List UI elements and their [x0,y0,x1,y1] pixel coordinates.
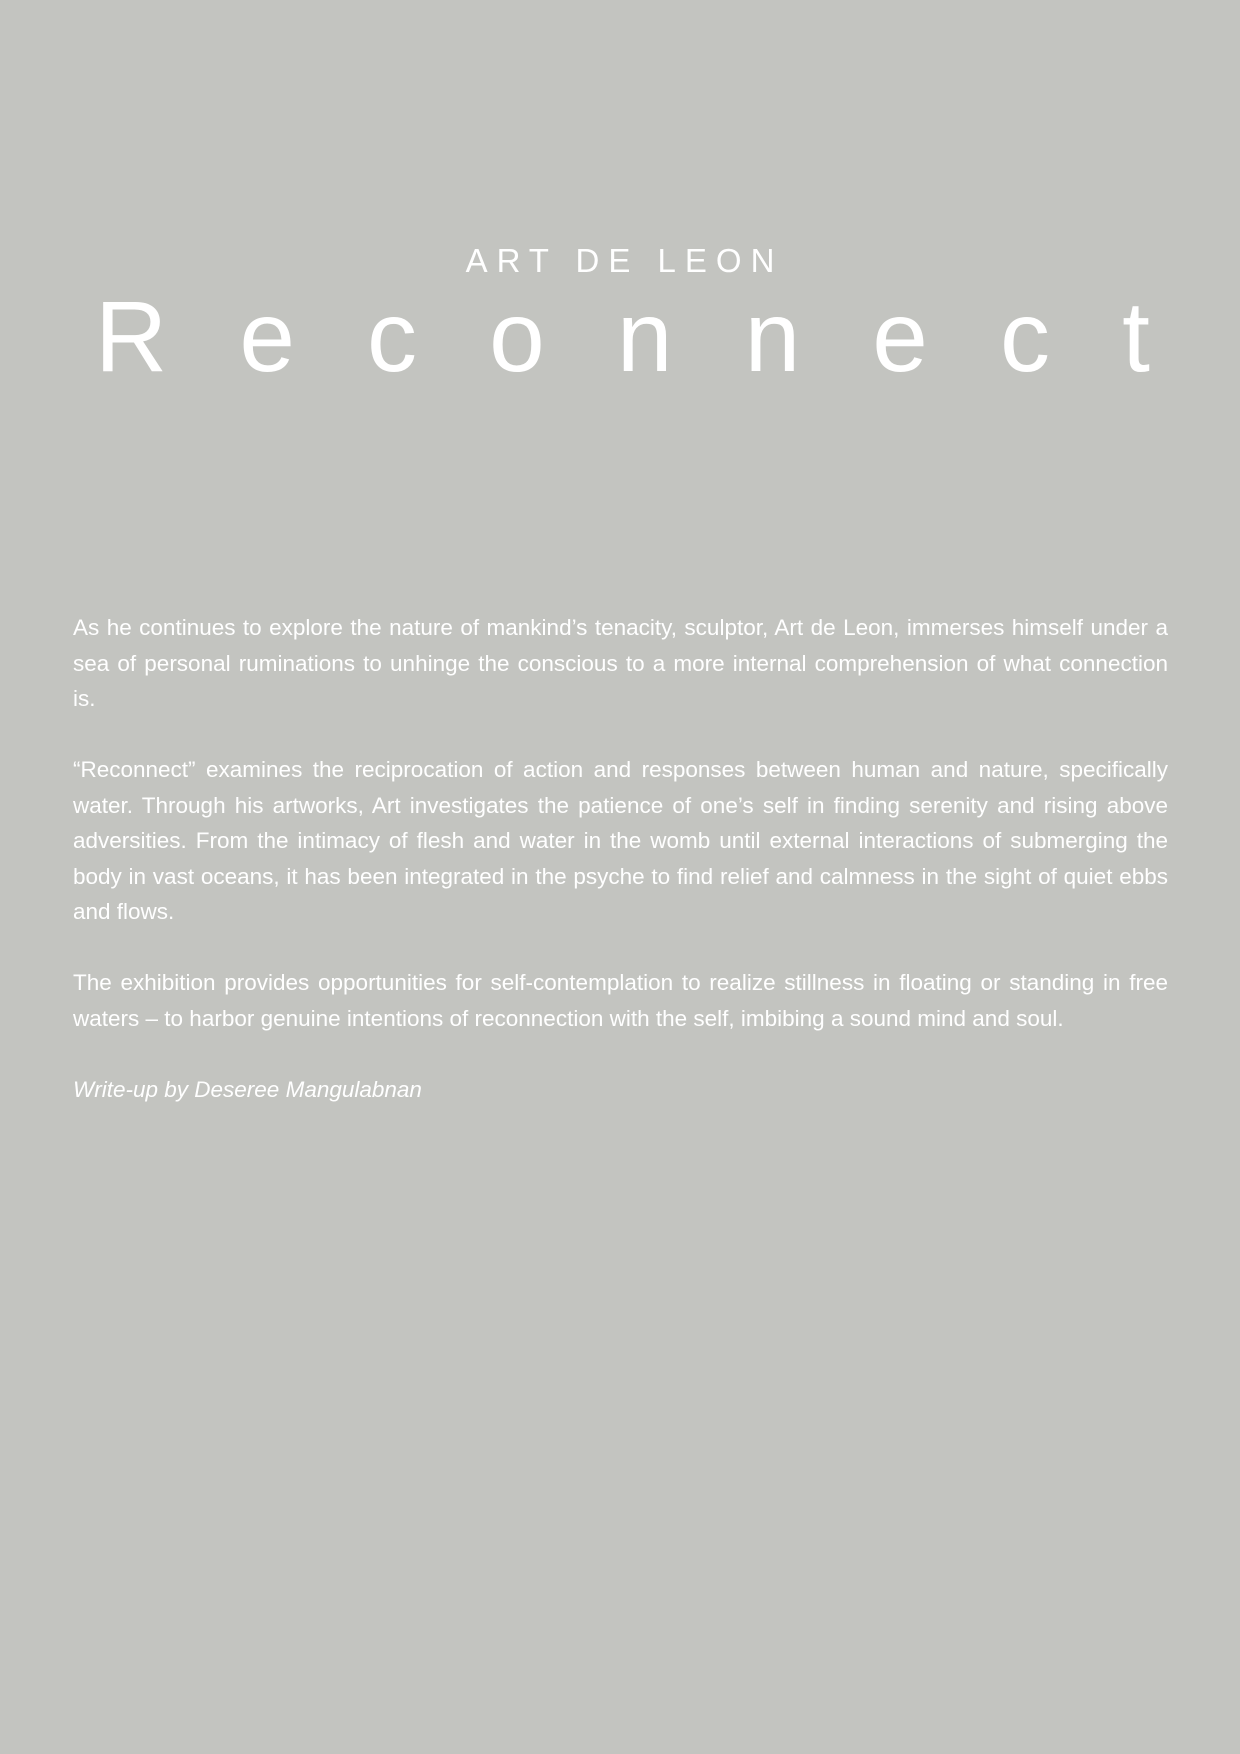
title-letter: R [95,281,168,393]
title-letter: t [1122,281,1150,393]
title-letter: c [367,281,418,393]
paragraph-exhibition: The exhibition provides opportunities for self-contemplation to realize stillness in floating or standing in free waters – to harbor genuine intentions of reconnection with the self, imbibing a sound mind and soul. [73,970,1168,1031]
exhibition-title [95,282,1150,392]
title-letter: e [239,281,295,393]
title-letter: n [616,281,673,393]
exhibition-writeup [73,610,1168,1143]
paragraph-intro: As he continues to explore the nature of mankind’s tenacity, sculptor, Art de Leon, immerses himself under a sea of personal ruminations to unhinge the conscious to a more internal comprehension of what connection is. [73,615,1168,711]
paragraph-reconnect: “Reconnect” examines the reciprocation of action and responses between human and nature, specifically water. Through his artworks, Art investigates the patience of one’s self in finding serenity and rising above adversities. From the intimacy of flesh and water in the womb until external interactions of submerging the body in vast oceans, it has been integrated in the psyche to find relief and calmness in the sight of quiet ebbs and flows. [73,757,1168,924]
title-letter: c [1000,281,1050,393]
artist-name: ART DE LEON [465,242,784,279]
writeup-credit: Write-up by Deseree Mangulabnan [73,1076,422,1102]
title-letter: e [872,281,928,393]
title-letter: o [489,281,545,393]
title-letter: n [744,281,801,393]
